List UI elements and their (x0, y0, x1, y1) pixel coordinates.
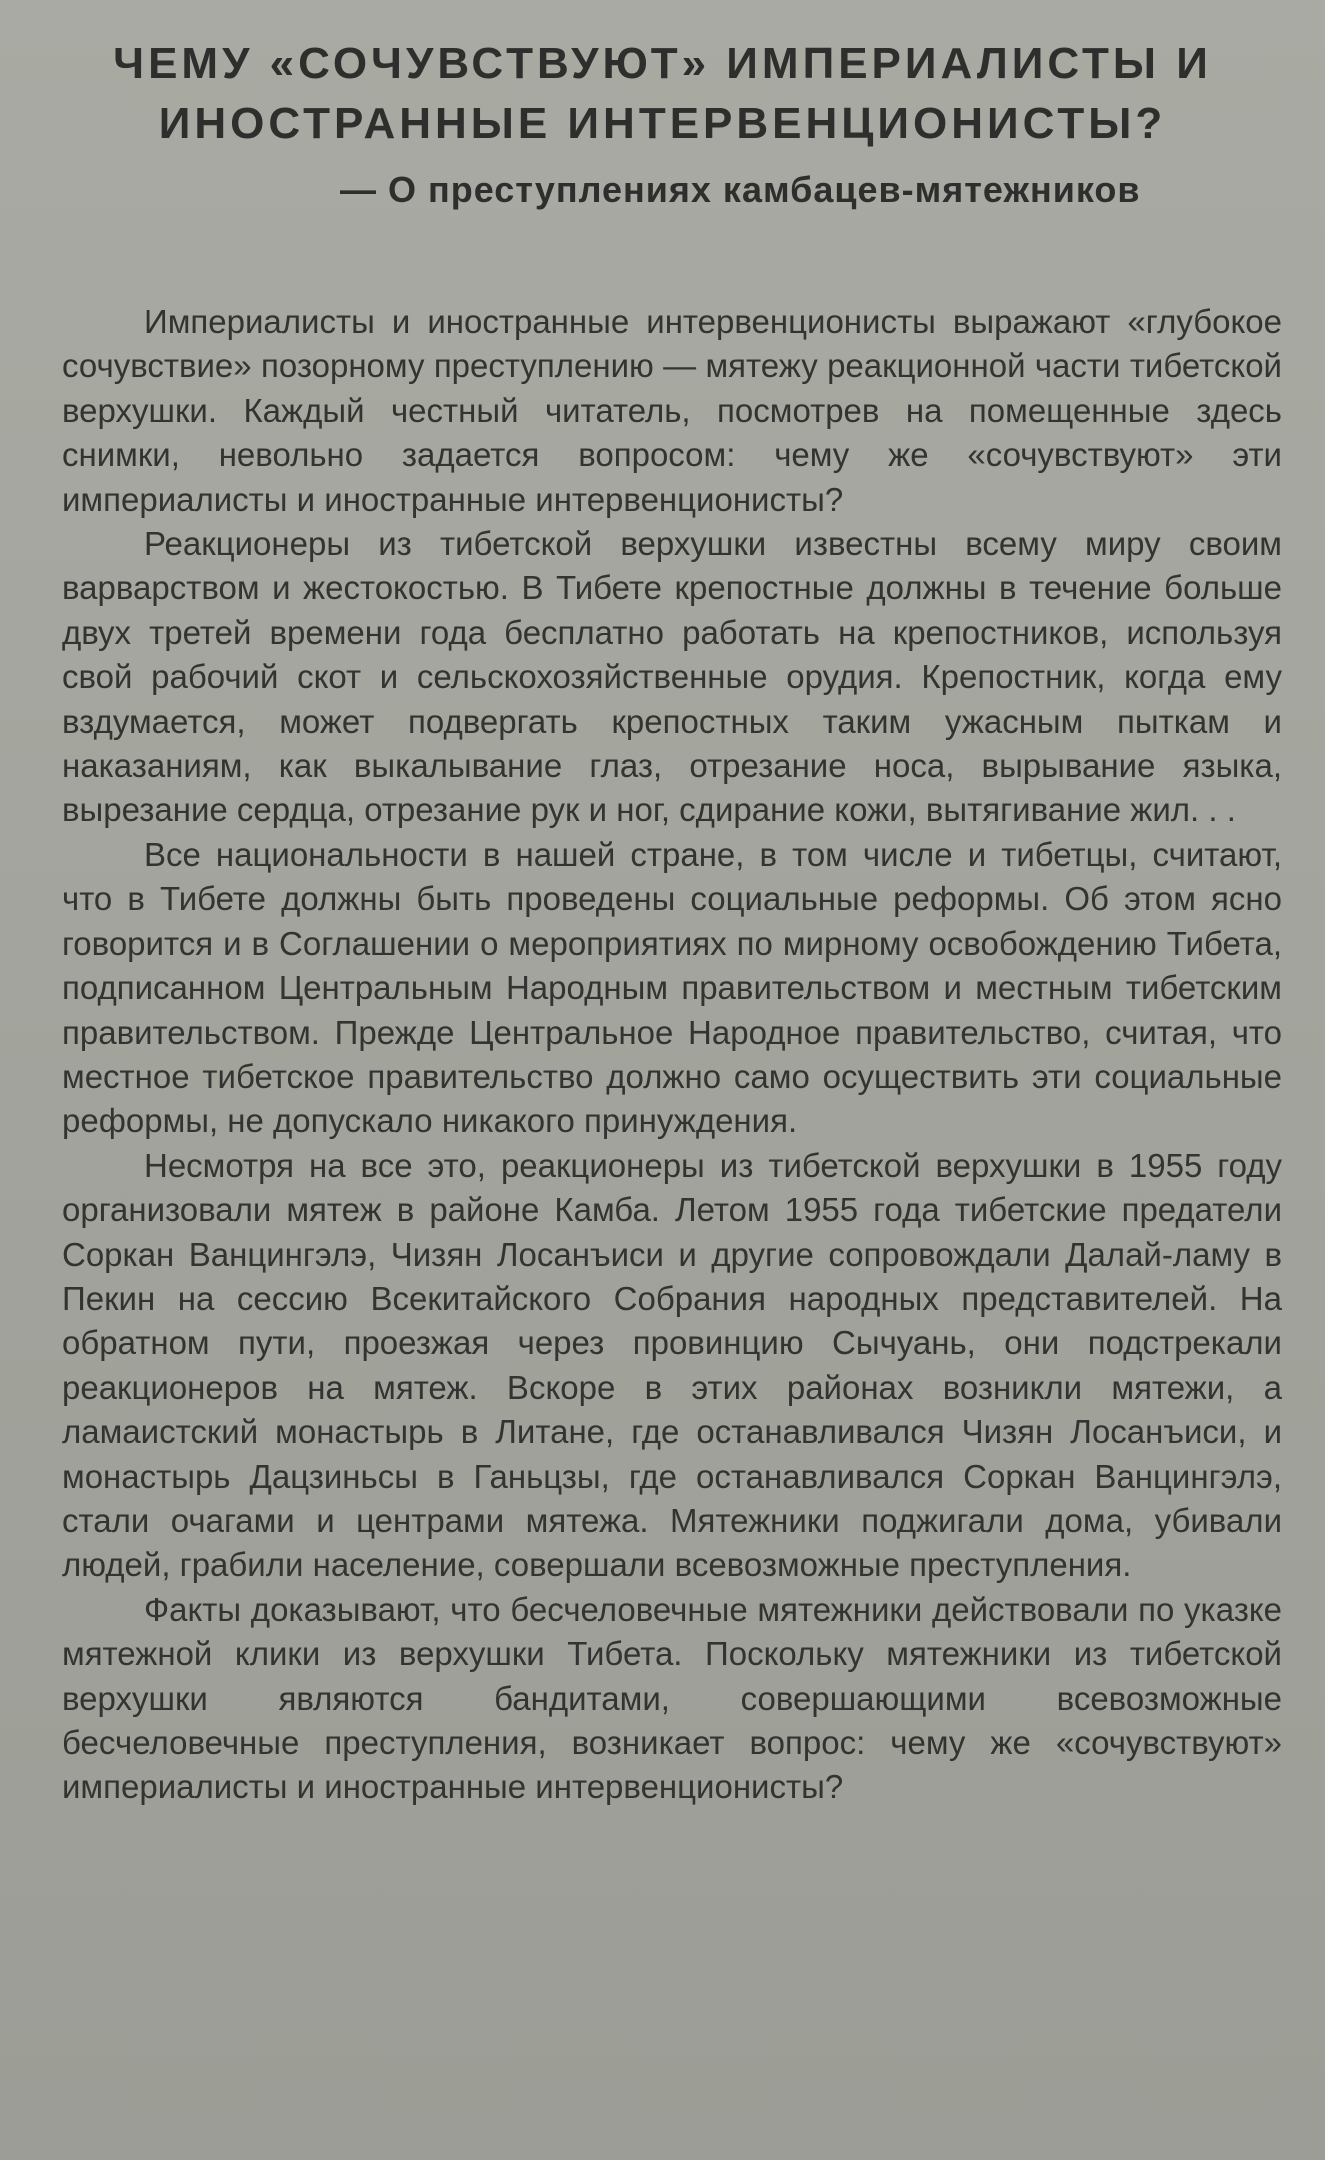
paragraph-4: Несмотря на все это, реакционеры из тибетской верхушки в 1955 году организовали мятеж в районе Камба. Летом 1955 года тибетские предатели Соркан Ванцингэлэ, Чизян Лосанъиси и другие сопровождали Далай-ламу в Пекин на сессию Всекитайского Собрания народных представителей. На обратном пути, проезжая через провинцию Сычуань, они подстрекали реакционеров на мятеж. Вскоре в этих районах возникли мятежи, а ламаистский монастырь в Литане, где останавливался Чизян Лосанъиси, и монастырь Дацзиньсы в Ганьцзы, где останавливался Соркан Ванцингэлэ, стали очагами и центрами мятежа. Мятежники поджигали дома, убивали людей, грабили население, совершали всевозможные преступления. (62, 1146, 1282, 1584)
paragraph-5: Факты доказывают, что бесчеловечные мятежники действовали по указке мятежной клики из верхушки Тибета. Поскольку мятежники из тибетской верхушки являются бандитами, совершающими всевозможные бесчеловечные преступления, возникает вопрос: чему же «сочувствуют» империалисты и иностранные интервенционисты? (62, 1590, 1282, 1806)
article-title (40, 34, 1285, 154)
paragraph-3: Все национальности в нашей стране, в том числе и тибетцы, считают, что в Тибете должны быть проведены социальные реформы. Об этом ясно говорится и в Соглашении о мероприятиях по мирному освобождению Тибета, подписанном Центральным Народным правительством и местным тибетским правительством. Прежде Центральное Народное правительство, считая, что местное тибетское правительство должно само осуществить эти социальные реформы, не допускало никакого принуждения. (62, 835, 1282, 1140)
article-body (62, 300, 1282, 1810)
article-title-line-1: ЧЕМУ «СОЧУВСТВУЮТ» ИМПЕРИАЛИСТЫ И (113, 39, 1212, 88)
article-subtitle: — О преступлениях камбацев-мятежников (340, 169, 1141, 210)
paragraph-2: Реакционеры из тибетской верхушки известны всему миру своим варварством и жестокостью. В Тибете крепостные должны в течение больше двух третей времени года бесплатно работать на крепостников, используя свой рабочий скот и сельскохозяйственные орудия. Крепостник, когда ему вздумается, может подвергать крепостных таким ужасным пыткам и наказаниям, как выкалывание глаз, отрезание носа, вырывание языка, вырезание сердца, отрезание рук и ног, сдирание кожи, вытягивание жил. . . (62, 525, 1282, 829)
paragraph-1: Империалисты и иностранные интервенционисты выражают «глубокое сочувствие» позорному преступлению — мятежу реакционной части тибетской верхушки. Каждый честный читатель, посмотрев на помещенные здесь снимки, невольно задается вопросом: чему же «сочувствуют» эти империалисты и иностранные интервенционисты? (62, 303, 1282, 518)
article-title-line-2: ИНОСТРАННЫЕ ИНТЕРВЕНЦИОНИСТЫ? (158, 99, 1167, 148)
